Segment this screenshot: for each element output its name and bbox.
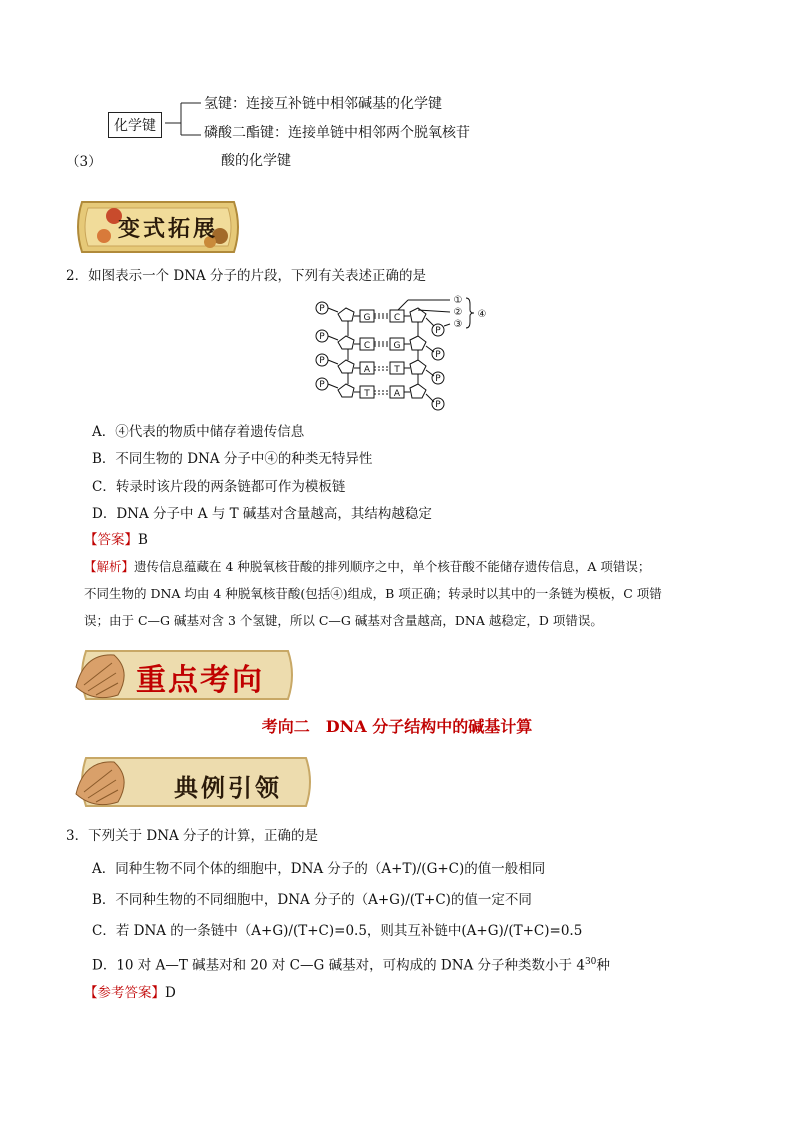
svg-text:P: P	[435, 326, 441, 336]
base-right-2: G	[393, 341, 401, 351]
base-right-4: A	[393, 389, 401, 399]
phosphodiester-line-a: 磷酸二酯键：连接单链中相邻两个脱氧核苷	[204, 125, 470, 141]
banner-key-direction	[74, 647, 296, 703]
explain-label: 【解析】	[84, 559, 135, 574]
q2-option-d: D．DNA 分子中 A 与 T 碱基对含量越高，其结构越稳定	[92, 506, 432, 522]
banner-3-title: 典例引领	[174, 773, 282, 802]
chemical-bond-label: 化学键	[114, 118, 156, 134]
mark-2: ②	[453, 307, 463, 318]
banner-typical-example	[74, 754, 314, 810]
q2-option-a: A．④代表的物质中储存着遗传信息	[92, 424, 305, 440]
mark-3: ③	[453, 319, 463, 330]
chemical-bond-box	[108, 112, 162, 138]
svg-text:P: P	[319, 332, 325, 342]
brace-label: ④	[477, 309, 487, 320]
answer-label: 【答案】	[84, 532, 138, 548]
q2-stem: 2．如图表示一个 DNA 分子的片段，下列有关表述正确的是	[66, 268, 427, 284]
reference-answer-label: 【参考答案】	[84, 985, 165, 1001]
base-left-1: G	[363, 313, 371, 323]
q3-answer	[84, 983, 176, 1003]
reference-answer-value: D	[165, 985, 176, 1001]
q2-answer	[84, 530, 148, 550]
svg-text:P: P	[435, 350, 441, 360]
section-subheading: 考向二 DNA 分子结构中的碱基计算	[261, 717, 533, 736]
q3-stem: 3．下列关于 DNA 分子的计算，正确的是	[66, 828, 319, 844]
banner-2-title: 重点考向	[136, 663, 264, 698]
q3-option-b: B．不同种生物的不同细胞中，DNA 分子的（A+G)/(T+C)的值一定不同	[92, 892, 532, 908]
answer-value: B	[138, 532, 148, 548]
q2-explanation-line-1: 【解析】遗传信息蕴藏在 4 种脱氧核苷酸的排列顺序之中，单个核苷酸不能储存遗传信息，A 项错误；	[84, 559, 651, 574]
p-label: P	[319, 304, 325, 314]
banner-1-title: 变式拓展	[118, 216, 219, 242]
bracket-connector	[165, 95, 205, 145]
exponent: 30	[584, 957, 597, 967]
phosphodiester-line-b: 酸的化学键	[221, 153, 291, 169]
base-left-4: T	[364, 389, 370, 399]
hydrogen-bond-line: 氢键：连接互补链中相邻碱基的化学键	[204, 96, 442, 112]
q2-explanation-line-2: 不同生物的 DNA 均由 4 种脱氧核苷酸(包括④)组成，B 项正确；转录时以其中的一条链为模板，C 项错	[84, 586, 662, 601]
q3-option-d: D．10 对 A—T 碱基对和 20 对 C—G 碱基对，可构成的 DNA 分子种类数小于 $4^{30}$种	[92, 957, 610, 974]
q2-option-c: C．转录时该片段的两条链都可作为模板链	[92, 479, 346, 495]
q3-option-a: A．同种生物不同个体的细胞中，DNA 分子的（A+T)/(G+C)的值一般相同	[92, 861, 546, 877]
svg-text:P: P	[319, 356, 325, 366]
q3-option-c: C．若 DNA 的一条链中（A+G)/(T+C)=0.5，则其互补链中(A+G)/(T+C)=0.5	[92, 923, 583, 939]
base-left-2: C	[363, 341, 371, 351]
section-3-label: （3）	[66, 154, 102, 170]
svg-text:P: P	[319, 380, 325, 390]
base-left-3: A	[363, 365, 371, 375]
svg-text:P: P	[435, 400, 441, 410]
svg-text:P: P	[435, 374, 441, 384]
mark-1: ①	[453, 295, 463, 306]
base-right-3: T	[394, 365, 400, 375]
banner-variant-extension	[74, 196, 242, 258]
q2-option-b: B．不同生物的 DNA 分子中④的种类无特异性	[92, 451, 373, 467]
q2-explanation-line-3: 误；由于 C—G 碱基对含 3 个氢键，所以 C—G 碱基对含量越高，DNA 越稳定，D 项错误。	[84, 613, 603, 628]
base-right-1: C	[393, 313, 401, 323]
dna-fragment-diagram	[308, 292, 494, 414]
